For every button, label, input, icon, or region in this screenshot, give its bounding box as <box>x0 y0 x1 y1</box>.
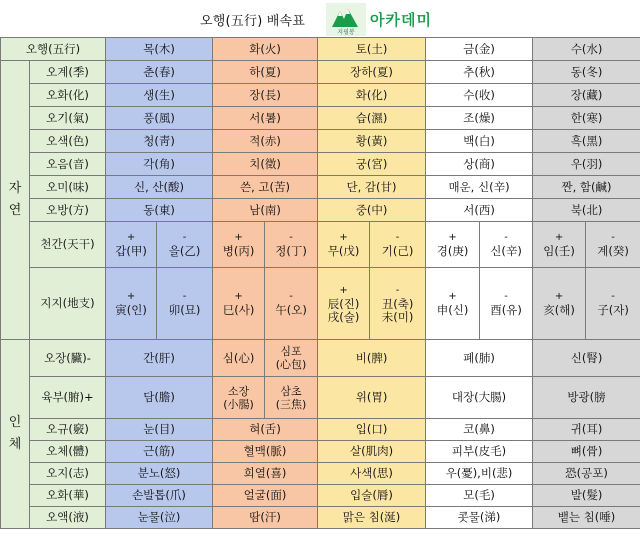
header-wood: 목(木) <box>106 38 213 61</box>
cell-water: 뱉는 침(唾) <box>533 507 640 529</box>
yukbu-row <box>1 377 640 419</box>
jiji-row <box>1 268 640 340</box>
branch-cell: - 子(자) <box>586 268 640 340</box>
cell-water: 뼈(骨) <box>533 441 640 463</box>
cell-earth: 위(胃) <box>318 377 426 419</box>
row-label: 육부(腑)+ <box>30 377 106 419</box>
cell-water: 귀(耳) <box>533 419 640 441</box>
cell-metal: 피부(皮毛) <box>426 441 533 463</box>
cell-water: 한(寒) <box>533 107 640 130</box>
cell-earth: 입술(脣) <box>318 485 426 507</box>
cell-earth: 화(化) <box>318 84 426 107</box>
cell-wood: 동(東) <box>106 199 213 222</box>
cell-wood: 분노(怒) <box>106 463 213 485</box>
branch-cell: - 酉(유) <box>480 268 533 340</box>
body-row <box>1 419 640 441</box>
cell-water: 장(藏) <box>533 84 640 107</box>
cell-fire: 희열(喜) <box>213 463 318 485</box>
cell-water: 동(冬) <box>533 61 640 84</box>
header-row <box>1 38 640 61</box>
row-label: 오계(季) <box>30 61 106 84</box>
cell-fire: 심포 (心包) <box>265 340 318 377</box>
cell-fire: 혀(舌) <box>213 419 318 441</box>
row-label: 오규(竅) <box>30 419 106 441</box>
stem-cell: + 경(庚) <box>426 222 480 268</box>
cell-water: 흑(黑) <box>533 130 640 153</box>
cell-wood: 신, 산(酸) <box>106 176 213 199</box>
cell-wood: 춘(春) <box>106 61 213 84</box>
branch-cell: + 亥(해) <box>533 268 586 340</box>
five-elements-table <box>0 37 640 529</box>
row-label: 오화(華) <box>30 485 106 507</box>
cell-water: 우(羽) <box>533 153 640 176</box>
cell-earth: 입(口) <box>318 419 426 441</box>
cell-water: 발(髮) <box>533 485 640 507</box>
cell-earth: 황(黃) <box>318 130 426 153</box>
cell-metal: 콧물(涕) <box>426 507 533 529</box>
cell-earth: 단, 감(甘) <box>318 176 426 199</box>
cell-fire: 남(南) <box>213 199 318 222</box>
row-label: 오화(化) <box>30 84 106 107</box>
cell-fire: 소장 (小腸) <box>213 377 265 419</box>
cell-earth: 장하(夏) <box>318 61 426 84</box>
cell-wood: 풍(風) <box>106 107 213 130</box>
cell-earth: 맑은 침(涎) <box>318 507 426 529</box>
branch-cell: - 卯(묘) <box>157 268 213 340</box>
stem-cell: + 갑(甲) <box>106 222 157 268</box>
page-title: 오행(五行) 배속표 <box>200 14 306 29</box>
branch-cell: + 申(신) <box>426 268 480 340</box>
stem-cell: + 임(壬) <box>533 222 586 268</box>
cell-fire: 심(心) <box>213 340 265 377</box>
cell-fire: 땀(汗) <box>213 507 318 529</box>
logo-brand: 아카데미 <box>370 11 432 29</box>
cell-metal: 수(收) <box>426 84 533 107</box>
row-label: 오장(臟)- <box>30 340 106 377</box>
cell-metal: 대장(大腸) <box>426 377 533 419</box>
cell-wood: 간(肝) <box>106 340 213 377</box>
cell-metal: 상(商) <box>426 153 533 176</box>
cell-fire: 적(赤) <box>213 130 318 153</box>
cell-fire: 치(徵) <box>213 153 318 176</box>
header-water: 수(水) <box>533 38 640 61</box>
stem-cell: + 무(戊) <box>318 222 370 268</box>
cell-earth: 사색(思) <box>318 463 426 485</box>
section-body: 인 체 <box>1 340 30 529</box>
cell-wood: 청(靑) <box>106 130 213 153</box>
cell-metal: 모(毛) <box>426 485 533 507</box>
stem-cell: - 정(丁) <box>265 222 318 268</box>
cell-wood: 근(筋) <box>106 441 213 463</box>
cell-metal: 조(燥) <box>426 107 533 130</box>
row-label: 천간(天干) <box>30 222 106 268</box>
branch-cell: + 巳(사) <box>213 268 265 340</box>
cell-fire: 쓴, 고(苦) <box>213 176 318 199</box>
cell-earth: 습(濕) <box>318 107 426 130</box>
cell-metal: 서(西) <box>426 199 533 222</box>
row-label: 오색(色) <box>30 130 106 153</box>
cell-wood: 담(膽) <box>106 377 213 419</box>
row-label: 오음(音) <box>30 153 106 176</box>
cell-fire: 혈맥(脈) <box>213 441 318 463</box>
branch-cell: + 辰(진) 戌(술) <box>318 268 370 340</box>
cell-water: 恐(공포) <box>533 463 640 485</box>
row-label: 지지(地支) <box>30 268 106 340</box>
cheongan-row <box>1 222 640 268</box>
row-label: 오기(氣) <box>30 107 106 130</box>
stem-cell: + 병(丙) <box>213 222 265 268</box>
header-earth: 토(土) <box>318 38 426 61</box>
body-row <box>1 485 640 507</box>
cell-water: 방광(膀 <box>533 377 640 419</box>
body-row <box>1 507 640 529</box>
cell-fire: 삼초 (三焦) <box>265 377 318 419</box>
row-label: 오체(體) <box>30 441 106 463</box>
section-nature: 자 연 <box>1 61 30 340</box>
nature-row <box>1 199 640 222</box>
cell-metal: 코(鼻) <box>426 419 533 441</box>
ojang-row <box>1 340 640 377</box>
nature-row <box>1 107 640 130</box>
cell-earth: 궁(宮) <box>318 153 426 176</box>
nature-row <box>1 61 640 84</box>
branch-cell: - 丑(축) 未(미) <box>370 268 426 340</box>
header-fire: 화(火) <box>213 38 318 61</box>
body-row <box>1 441 640 463</box>
row-label: 오방(方) <box>30 199 106 222</box>
cell-wood: 눈물(泣) <box>106 507 213 529</box>
stem-cell: - 을(乙) <box>157 222 213 268</box>
cell-water: 짠, 함(鹹) <box>533 176 640 199</box>
logo-small-text: 지필봉 <box>337 29 355 36</box>
nature-row <box>1 84 640 107</box>
nature-row <box>1 153 640 176</box>
branch-cell: + 寅(인) <box>106 268 157 340</box>
cell-metal: 추(秋) <box>426 61 533 84</box>
nature-row <box>1 130 640 153</box>
cell-fire: 장(長) <box>213 84 318 107</box>
cell-earth: 살(肌肉) <box>318 441 426 463</box>
stem-cell: - 기(己) <box>370 222 426 268</box>
cell-wood: 생(生) <box>106 84 213 107</box>
branch-cell: - 午(오) <box>265 268 318 340</box>
cell-wood: 손발톱(爪) <box>106 485 213 507</box>
cell-water: 신(腎) <box>533 340 640 377</box>
logo-icon <box>326 3 366 36</box>
row-label: 오액(液) <box>30 507 106 529</box>
header-label: 오행(五行) <box>1 38 106 61</box>
nature-row <box>1 176 640 199</box>
cell-fire: 얼굴(面) <box>213 485 318 507</box>
body-row <box>1 463 640 485</box>
cell-metal: 폐(肺) <box>426 340 533 377</box>
row-label: 오미(味) <box>30 176 106 199</box>
cell-wood: 각(角) <box>106 153 213 176</box>
header-metal: 금(金) <box>426 38 533 61</box>
cell-metal: 백(白) <box>426 130 533 153</box>
cell-fire: 서(暑) <box>213 107 318 130</box>
cell-metal: 매운, 신(辛) <box>426 176 533 199</box>
title-bar <box>0 0 640 37</box>
cell-metal: 우(憂),비(悲) <box>426 463 533 485</box>
cell-water: 북(北) <box>533 199 640 222</box>
cell-wood: 눈(目) <box>106 419 213 441</box>
stem-cell: - 계(癸) <box>586 222 640 268</box>
cell-fire: 하(夏) <box>213 61 318 84</box>
cell-earth: 비(脾) <box>318 340 426 377</box>
row-label: 오지(志) <box>30 463 106 485</box>
stem-cell: - 신(辛) <box>480 222 533 268</box>
cell-earth: 중(中) <box>318 199 426 222</box>
